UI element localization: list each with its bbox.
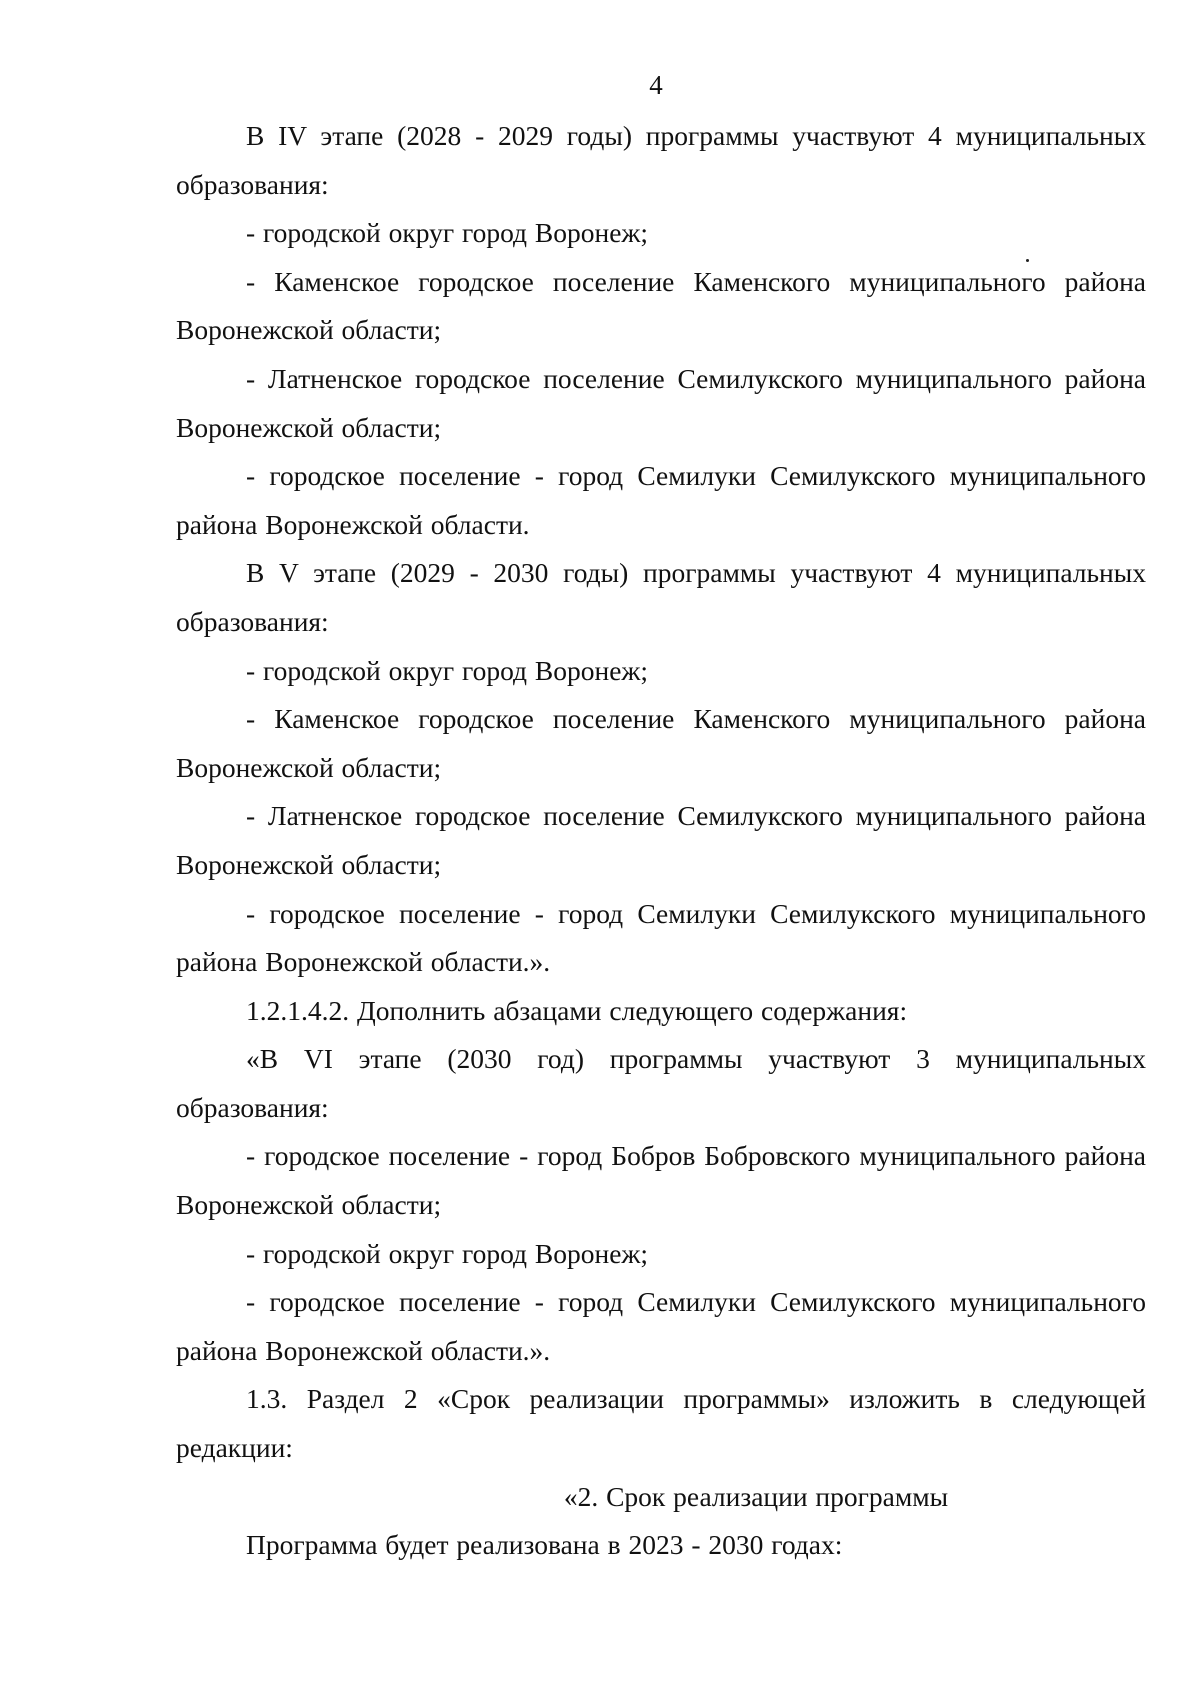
stage-5-intro: В V этапе (2029 - 2030 годы) программы участвуют 4 муниципальных образования: (176, 557, 1146, 637)
stage-6-item-bobrov: - городское поселение - город Бобров Бобровского муниципального района Воронежской области; (176, 1140, 1146, 1221)
clause-1-2-1-4-2: 1.2.1.4.2. Дополнить абзацами следующего содержания: (246, 994, 908, 1026)
section-2-heading: «2. Срок реализации программы (563, 1480, 949, 1512)
stage-4-item-semiluki: - городское поселение - город Семилуки Семилукского муниципального района Воронежской области. (176, 460, 1146, 540)
page-number: 4 (649, 70, 663, 100)
clause-1-3: 1.3. Раздел 2 «Срок реализации программы» изложить в следующей редакции: (176, 1383, 1146, 1464)
stage-6-item-semiluki: - городское поселение - город Семилуки Семилукского муниципального района Воронежской области.». (176, 1286, 1146, 1366)
stage-5-item-semiluki: - городское поселение - город Семилуки Семилукского муниципального района Воронежской области.». (176, 897, 1146, 978)
stage-5-item-kamenskoe: - Каменское городское поселение Каменского муниципального района Воронежской области; (176, 703, 1146, 783)
stage-6-item-voronezh: - городской округ город Воронеж; (246, 1237, 649, 1269)
stage-5-item-voronezh: - городской округ город Воронеж; (246, 654, 649, 686)
stage-5-item-latnenskoe: - Латненское городское поселение Семилукского муниципального района Воронежской области; (176, 800, 1146, 880)
stage-4-item-voronezh: - городской округ город Воронеж; (246, 217, 649, 249)
stage-6-intro: «В VI этапе (2030 год) программы участвуют 3 муниципальных образования: (176, 1043, 1146, 1123)
program-period-text: Программа будет реализована в 2023 - 2030 годах: (246, 1529, 843, 1561)
stage-4-intro: В IV этапе (2028 - 2029 годы) программы участвуют 4 муниципальных образования: (176, 120, 1146, 200)
document-body (176, 112, 1146, 1570)
stage-4-item-kamenskoe: - Каменское городское поселение Каменского муниципального района Воронежской области; (176, 265, 1146, 346)
stage-4-item-latnenskoe: - Латненское городское поселение Семилукского муниципального района Воронежской области; (176, 362, 1146, 443)
